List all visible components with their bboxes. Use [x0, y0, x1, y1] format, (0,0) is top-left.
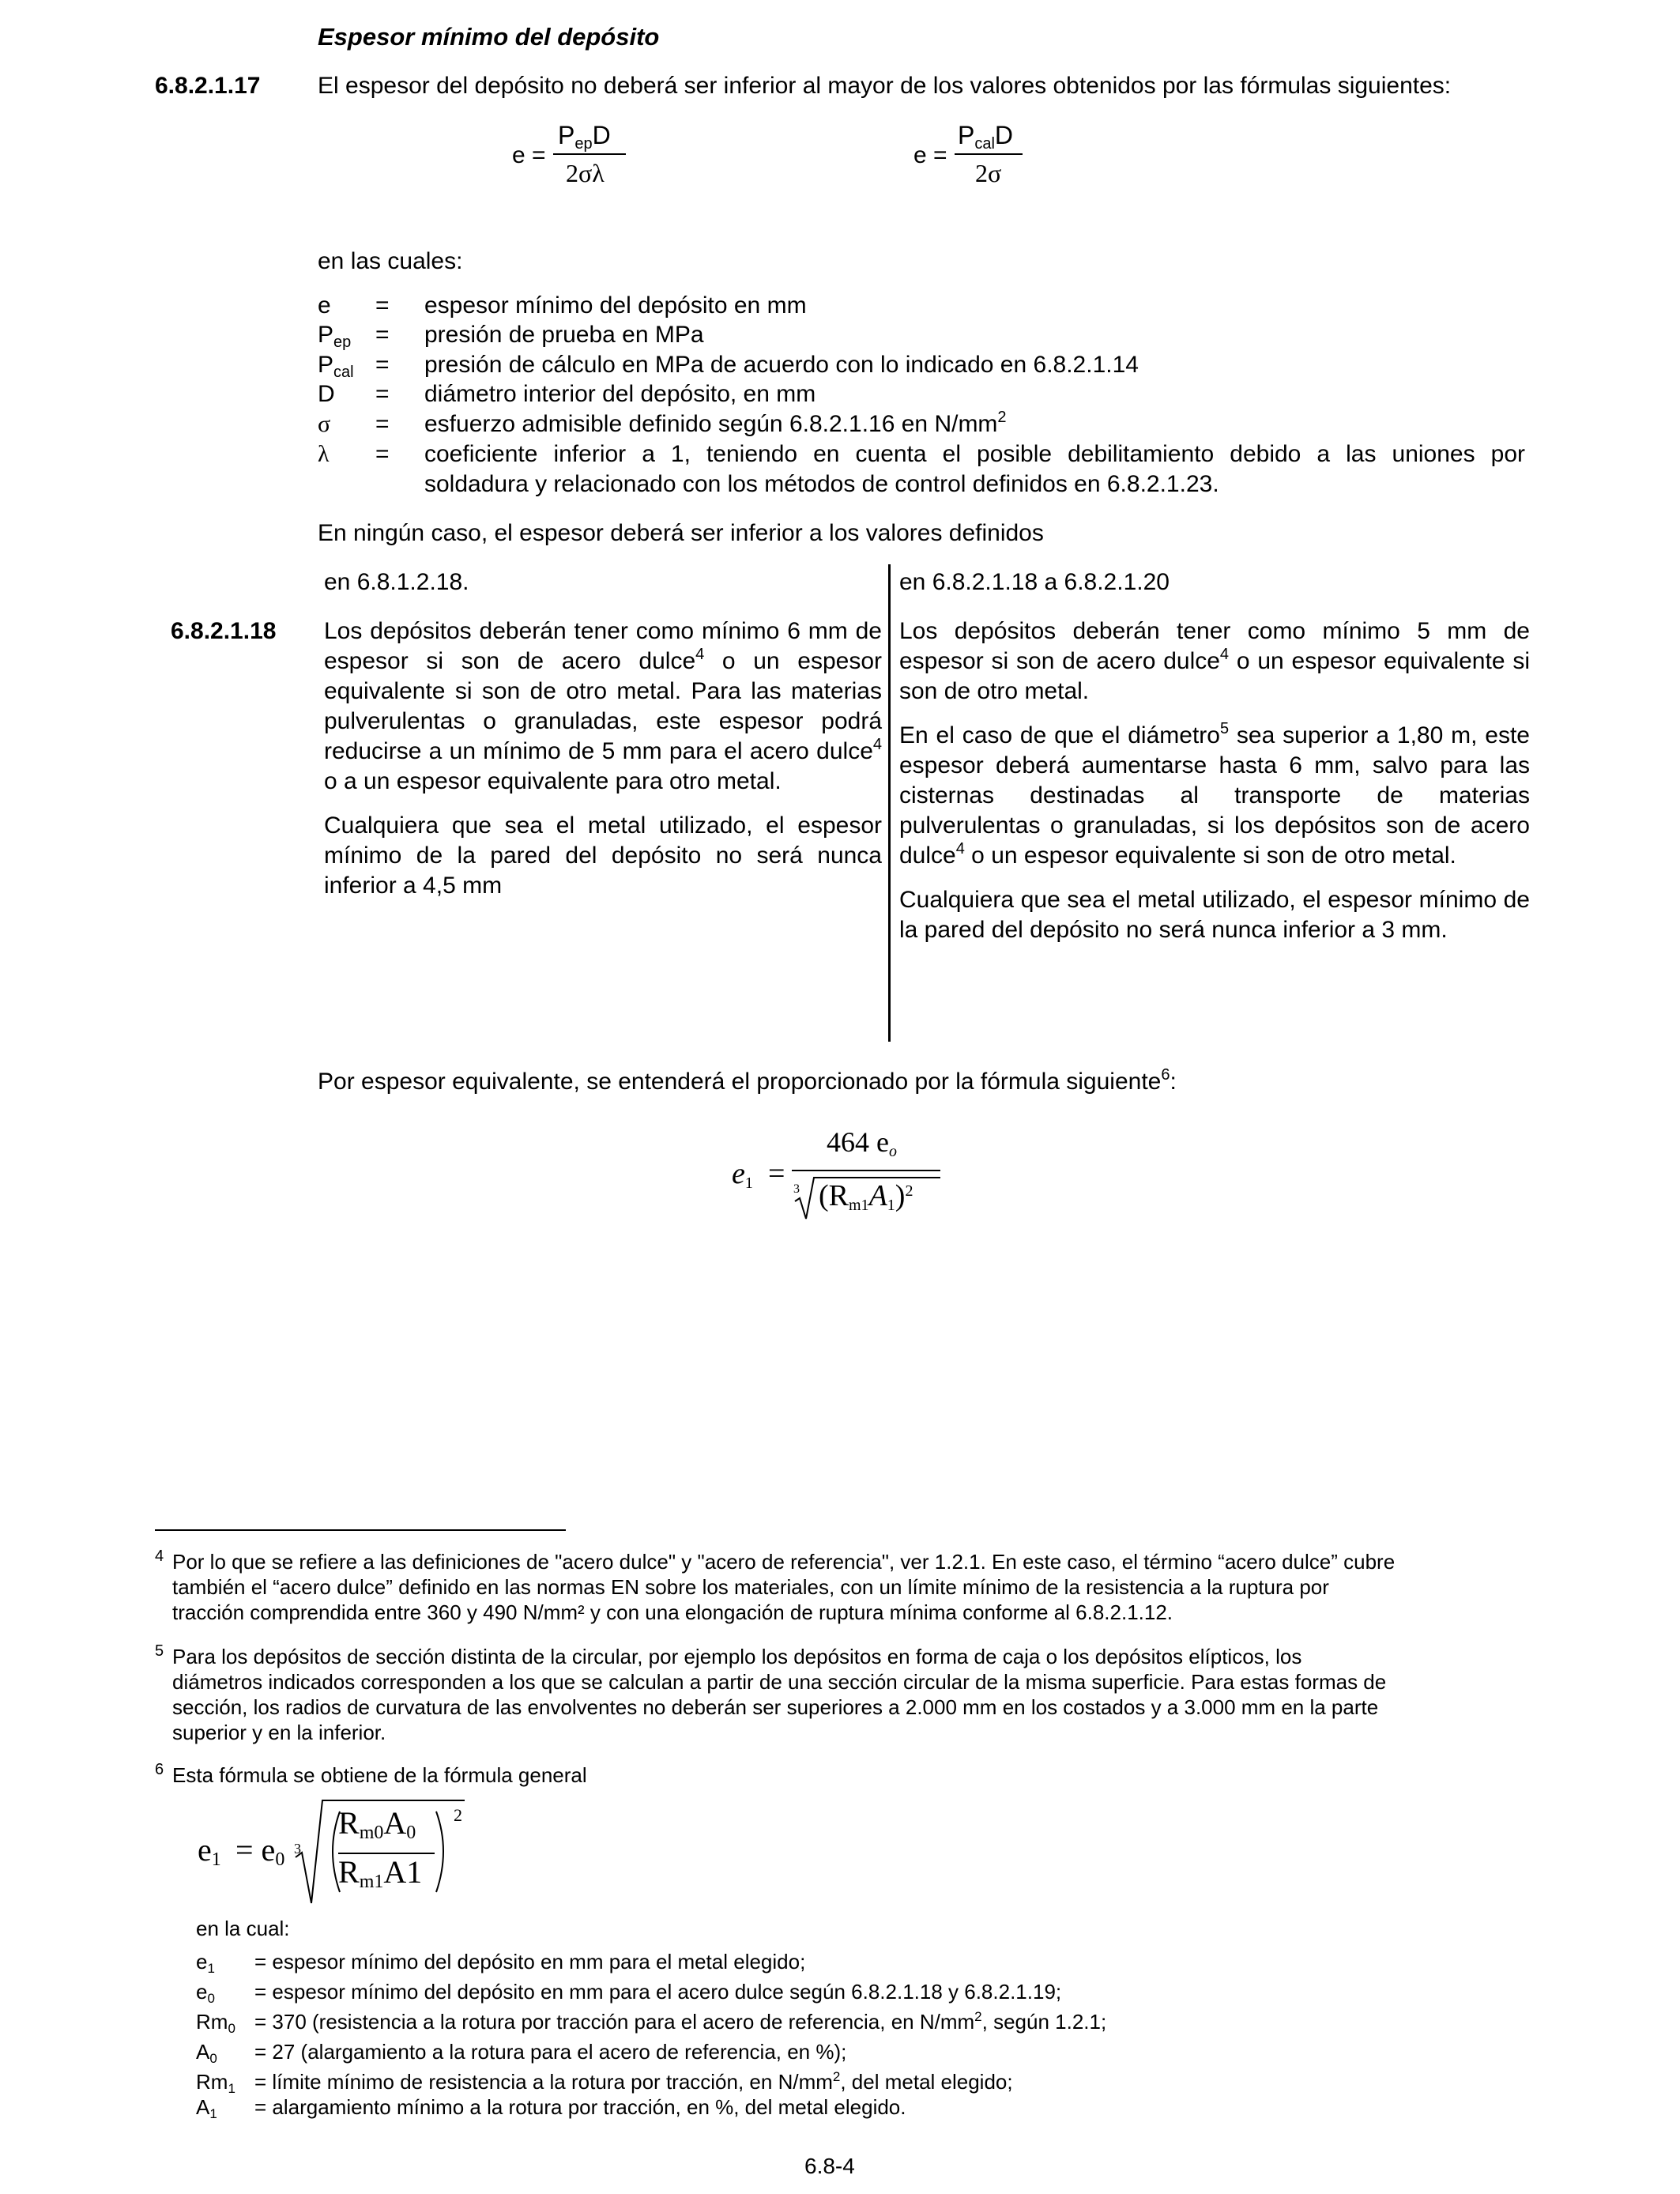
- equiv-formula-numerator: 464 $e_o$: [827, 1126, 897, 1160]
- formula2-numerator: $P_{cal}D$: [958, 121, 1014, 153]
- definition-equals: =: [375, 292, 390, 319]
- formula2-lhs: e =: [913, 142, 947, 168]
- footnote-5-line2: diámetros indicados corresponden a los que se calculan a partir de una sección circular de la misma superficie. Para estas formas de: [172, 1670, 1387, 1694]
- formula2-fraction-bar: [955, 153, 1023, 155]
- right-column: [899, 616, 1530, 959]
- definition-symbol: $P_{cal}$: [318, 352, 354, 381]
- definition-equals: =: [375, 441, 390, 467]
- general-formula-lhs: $e_1$: [198, 1832, 221, 1870]
- right-paragraph-3: Cualquiera que sea el metal utilizado, el espesor mínimo de la pared del depósito no será nunca inferior a 3 mm.: [899, 887, 1530, 943]
- definition-text: diámetro interior del depósito, en mm: [424, 381, 816, 407]
- page-number: 6.8-4: [804, 2154, 855, 2178]
- footnote-where-label: en la cual:: [196, 1917, 290, 1940]
- footnote-4-number: 4: [155, 1547, 164, 1565]
- equiv-formula-fraction-bar: [792, 1170, 940, 1171]
- definition-symbol: e: [318, 292, 331, 319]
- definition-equals: =: [375, 411, 390, 437]
- general-formula-exponent: 2: [454, 1805, 462, 1825]
- formula1-fraction-bar: [553, 153, 626, 155]
- equiv-formula-equals: =: [768, 1157, 785, 1190]
- definition-text-line1: coeficiente inferior a 1, teniendo en cuenta el posible debilitamiento debido a las uniones por: [424, 441, 1525, 467]
- footnote-4-line1: Por lo que se refiere a las definiciones de "acero dulce" y "acero de referencia", ver 1.2.1. En este caso, el término “acero dulce” cubre: [172, 1550, 1396, 1574]
- footnote-5-number: 5: [155, 1642, 164, 1660]
- definition-symbol: $P_{ep}$: [318, 322, 352, 351]
- general-formula-numerator: $R_{m0}A_0$: [338, 1805, 416, 1843]
- formula1-numerator: $P_{ep}D$: [558, 121, 611, 153]
- general-formula-denominator: $R_{m1}A1$: [338, 1854, 423, 1892]
- general-formula-root-index: 3: [294, 1841, 301, 1857]
- table-left-header: en 6.8.1.2.18.: [324, 569, 469, 595]
- equiv-formula-lhs: $e_1$: [732, 1157, 753, 1192]
- definition-text: presión de prueba en MPa: [424, 322, 704, 348]
- definition-symbol: λ: [318, 441, 330, 467]
- left-column: [324, 616, 882, 915]
- formula1-lhs: e =: [512, 142, 546, 168]
- section-heading: Espesor mínimo del depósito: [318, 23, 660, 51]
- footnote-5-line4: superior y en la inferior.: [172, 1721, 386, 1744]
- section-17-intro: El espesor del depósito no deberá ser inferior al mayor de los valores obtenidos por las fórmulas siguientes:: [318, 73, 1452, 99]
- right-paragraph-2: En el caso de que el diámetro$^5$ sea superior a 1,80 m, este espesor deberá aumentarse hasta 6 mm, salvo para las cisternas destinadas al transporte de materias pulverulentas o granuladas, si los depósitos son de acero dulce$^4$ o un espesor equivalente si son de otro metal.: [899, 720, 1530, 869]
- definition-equals: =: [375, 322, 390, 348]
- definition-text-line2: soldadura y relacionado con los métodos de control definidos en 6.8.2.1.23.: [424, 471, 1219, 497]
- definition-text: esfuerzo admisible definido según 6.8.2.1.16 en $N/mm^2$: [424, 409, 1007, 437]
- left-paragraph-1: Los depósitos deberán tener como mínimo 6 mm de espesor si son de acero dulce$^4$ o un espesor equivalente si son de otro metal. Para las materias pulverulentas o granuladas, este espesor podrá reducirse a un mínimo de 5 mm para el acero dulce$^4$ o a un espesor equivalente para otro metal.: [324, 618, 882, 794]
- definition-symbol: σ: [318, 411, 331, 437]
- never-less-text: En ningún caso, el espesor deberá ser inferior a los valores definidos: [318, 520, 1044, 546]
- formula1-denominator: 2σλ: [566, 159, 605, 187]
- definition-equals: =: [375, 352, 390, 378]
- section-number-18: 6.8.2.1.18: [171, 618, 277, 644]
- footnote-6-text: Esta fórmula se obtiene de la fórmula general: [172, 1763, 587, 1787]
- footnote-4-line2: también el “acero dulce” definido en las normas EN sobre los materiales, con un límite mínimo de la resistencia a la ruptura por: [172, 1575, 1329, 1599]
- footnote-6-number: 6: [155, 1761, 164, 1778]
- footnote-5-line1: Para los depósitos de sección distinta de la circular, por ejemplo los depósitos en forma de caja o los depósitos elípticos, los: [172, 1645, 1302, 1668]
- definition-symbol: D: [318, 381, 335, 407]
- table-right-header: en 6.8.2.1.18 a 6.8.2.1.20: [899, 569, 1170, 595]
- footnote-separator: [155, 1529, 566, 1531]
- left-paragraph-2: Cualquiera que sea el metal utilizado, el espesor mínimo de la pared del depósito no será nunca inferior a 4,5 mm: [324, 812, 882, 899]
- formula2-denominator: 2σ: [975, 159, 1002, 187]
- equivalent-text: Por espesor equivalente, se entenderá el proporcionado por la fórmula siguiente$^6$:: [318, 1066, 1177, 1095]
- definition-text: presión de cálculo en MPa de acuerdo con lo indicado en 6.8.2.1.14: [424, 352, 1139, 378]
- equiv-formula-root-index: 3: [793, 1182, 800, 1196]
- footnote-4-line3: tracción comprendida entre 360 y 490 N/mm² y con una elongación de ruptura mínima conforme al 6.8.2.1.12.: [172, 1600, 1173, 1624]
- definition-equals: =: [375, 381, 390, 407]
- section-number-17: 6.8.2.1.17: [155, 73, 261, 99]
- footnote-5-line3: sección, los radios de curvatura de las envolventes no deberán ser superiores a 2.000 mm en los costados y a 3.000 mm en la parte: [172, 1695, 1379, 1719]
- definition-text: espesor mínimo del depósito en mm: [424, 292, 807, 319]
- right-paragraph-1: Los depósitos deberán tener como mínimo 5 mm de espesor si son de acero dulce$^4$ o un espesor equivalente si son de otro metal.: [899, 618, 1530, 704]
- where-label: en las cuales:: [318, 248, 463, 274]
- equiv-formula-denominator: $(R_{m1}A_1)^2$: [819, 1179, 913, 1214]
- column-divider: [888, 564, 891, 1042]
- general-formula-equals: = $e_0$: [235, 1832, 285, 1870]
